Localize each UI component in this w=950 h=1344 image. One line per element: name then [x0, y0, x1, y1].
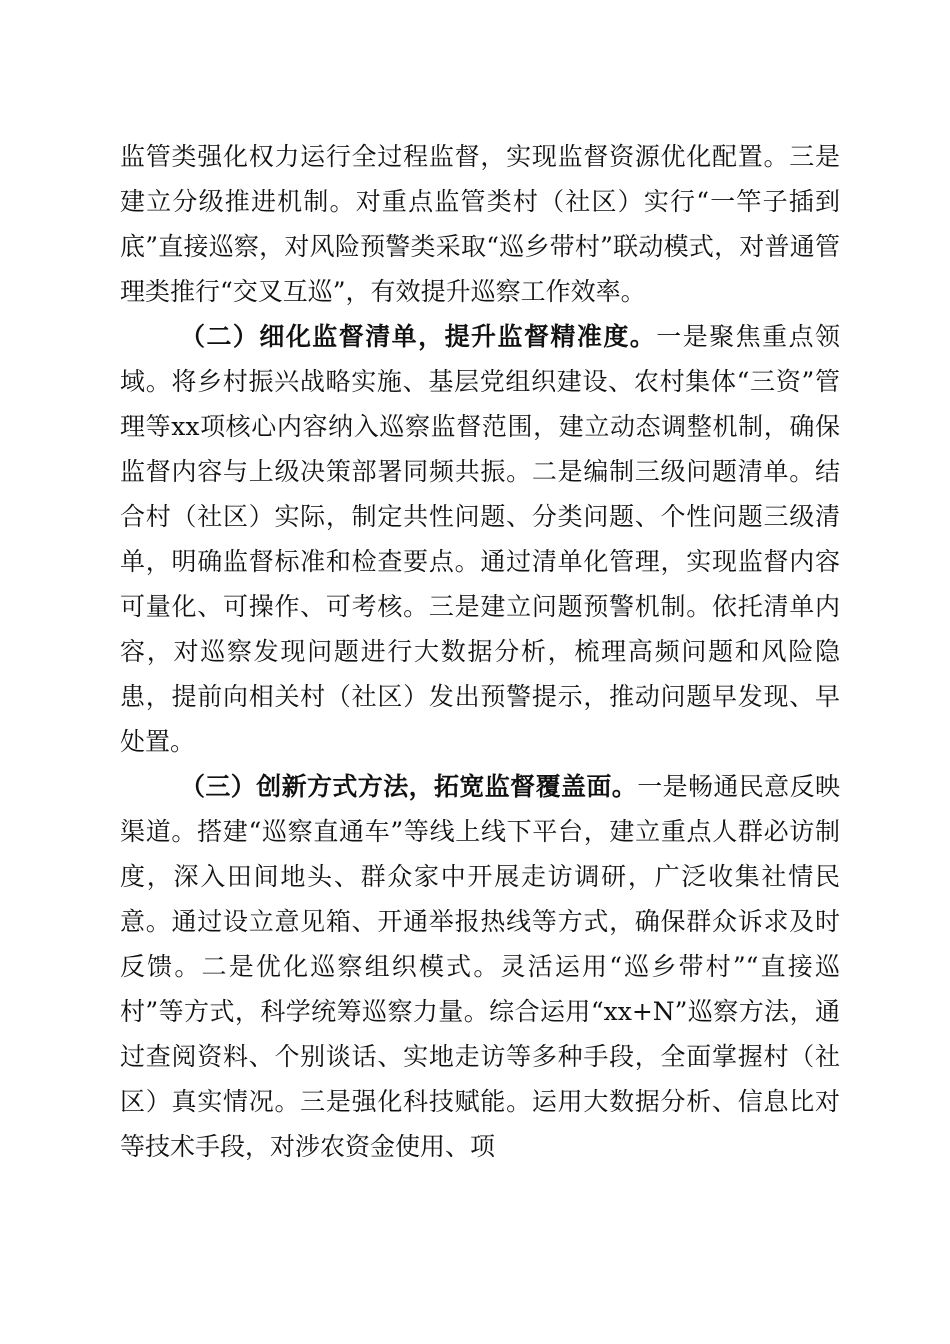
paragraph-section-3: [120, 764, 840, 1169]
section-heading: （三）创新方式方法，拓宽监督覆盖面。: [180, 772, 638, 801]
paragraph-continuation: [120, 134, 840, 314]
paragraph-text: 一是畅通民意反映渠道。搭建“巡察直通车”等线上线下平台，建立重点人群必访制度，深入田间地头、群众家中开展走访调研，广泛收集社情民意。通过设立意见箱、开通举报热线等方式，确保群众诉求及时反馈。二是优化巡察组织模式。灵活运用“巡乡带村”“直接巡村”等方式，科学统筹巡察力量。综合运用“xx+N”巡察方法，通过查阅资料、个别谈话、实地走访等多种手段，全面掌握村（社区）真实情况。三是强化科技赋能。运用大数据分析、信息比对等技术手段，对涉农资金使用、项: [120, 772, 840, 1161]
section-heading: （二）细化监督清单，提升监督精准度。: [180, 322, 657, 351]
paragraph-text: 一是聚焦重点领域。将乡村振兴战略实施、基层党组织建设、农村集体“三资”管理等xx项核心内容纳入巡察监督范围，建立动态调整机制，确保监督内容与上级决策部署同频共振。二是编制三级问题清单。结合村（社区）实际，制定共性问题、分类问题、个性问题三级清单，明确监督标准和检查要点。通过清单化管理，实现监督内容可量化、可操作、可考核。三是建立问题预警机制。依托清单内容，对巡察发现问题进行大数据分析，梳理高频问题和风险隐患，提前向相关村（社区）发出预警提示，推动问题早发现、早处置。: [120, 322, 840, 756]
paragraph-section-2: [120, 314, 840, 764]
paragraph-text: 监管类强化权力运行全过程监督，实现监督资源优化配置。三是建立分级推进机制。对重点监管类村（社区）实行“一竿子插到底”直接巡察，对风险预警类采取“巡乡带村”联动模式，对普通管理类推行“交叉互巡”，有效提升巡察工作效率。: [120, 142, 840, 306]
document-body: [120, 134, 840, 1169]
